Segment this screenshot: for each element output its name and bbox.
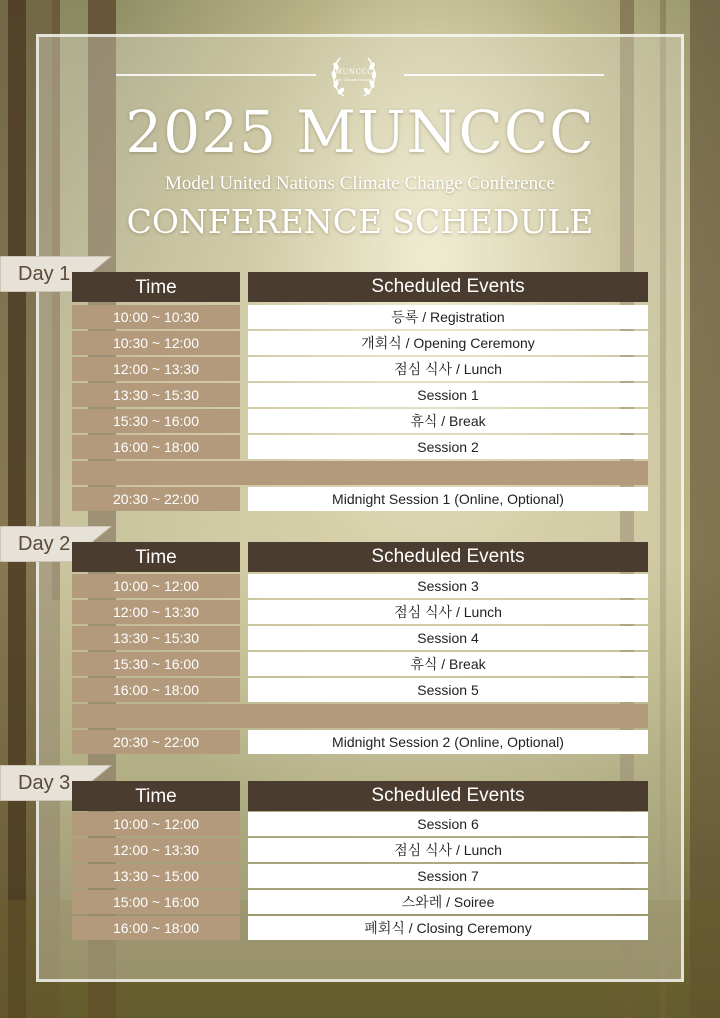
events-column-header: Scheduled Events [248,781,648,811]
event-cell: Session 5 [248,678,648,702]
event-cell: Midnight Session 1 (Online, Optional) [248,487,648,511]
time-cell: 15:00 ~ 16:00 [72,890,240,914]
schedule-gap-bar [72,704,648,728]
time-cell: 20:30 ~ 22:00 [72,487,240,511]
day-label: Day 1 [18,263,71,285]
time-cell: 15:30 ~ 16:00 [72,652,240,676]
time-column-header: Time [72,272,240,302]
time-cell: 13:30 ~ 15:30 [72,626,240,650]
event-cell: 폐회식 / Closing Ceremony [248,916,648,940]
day-label: Day 2 [18,533,71,555]
time-cell: 16:00 ~ 18:00 [72,678,240,702]
time-cell: 12:00 ~ 13:30 [72,600,240,624]
event-cell: Session 2 [248,435,648,459]
time-cell: 10:00 ~ 12:00 [72,574,240,598]
event-cell: 점심 식사 / Lunch [248,600,648,624]
page-subtitle: Model United Nations Climate Change Conference [165,173,555,194]
laurel-icon [326,48,382,104]
logo-subtext: est. Climate Change [336,78,372,82]
events-column-header: Scheduled Events [248,272,648,302]
event-cell: Session 6 [248,812,648,836]
event-cell: 개회식 / Opening Ceremony [248,331,648,355]
event-cell: Session 7 [248,864,648,888]
munccc-logo [326,48,382,104]
time-column-header: Time [72,542,240,572]
time-cell: 10:00 ~ 10:30 [72,305,240,329]
event-cell: 휴식 / Break [248,652,648,676]
event-cell: 휴식 / Break [248,409,648,433]
event-cell: 스와레 / Soiree [248,890,648,914]
header-rule-right [404,74,604,76]
time-cell: 16:00 ~ 18:00 [72,435,240,459]
time-cell: 13:30 ~ 15:30 [72,383,240,407]
time-cell: 12:00 ~ 13:30 [72,838,240,862]
schedule-gap-bar [72,461,648,485]
time-cell: 16:00 ~ 18:00 [72,916,240,940]
event-cell: 점심 식사 / Lunch [248,357,648,381]
time-column-header: Time [72,781,240,811]
header-rule-left [116,74,316,76]
time-cell: 10:00 ~ 12:00 [72,812,240,836]
event-cell: Midnight Session 2 (Online, Optional) [248,730,648,754]
time-cell: 20:30 ~ 22:00 [72,730,240,754]
time-cell: 13:30 ~ 15:00 [72,864,240,888]
schedule-heading: CONFERENCE SCHEDULE [126,202,594,241]
event-cell: Session 3 [248,574,648,598]
page-title: 2025 MUNCCC [125,98,595,166]
events-column-header: Scheduled Events [248,542,648,572]
day-label: Day 3 [18,772,71,794]
time-cell: 15:30 ~ 16:00 [72,409,240,433]
event-cell: Session 4 [248,626,648,650]
time-cell: 12:00 ~ 13:30 [72,357,240,381]
logo-text: MUNCCC [334,68,374,76]
event-cell: Session 1 [248,383,648,407]
time-cell: 10:30 ~ 12:00 [72,331,240,355]
event-cell: 등록 / Registration [248,305,648,329]
event-cell: 점심 식사 / Lunch [248,838,648,862]
